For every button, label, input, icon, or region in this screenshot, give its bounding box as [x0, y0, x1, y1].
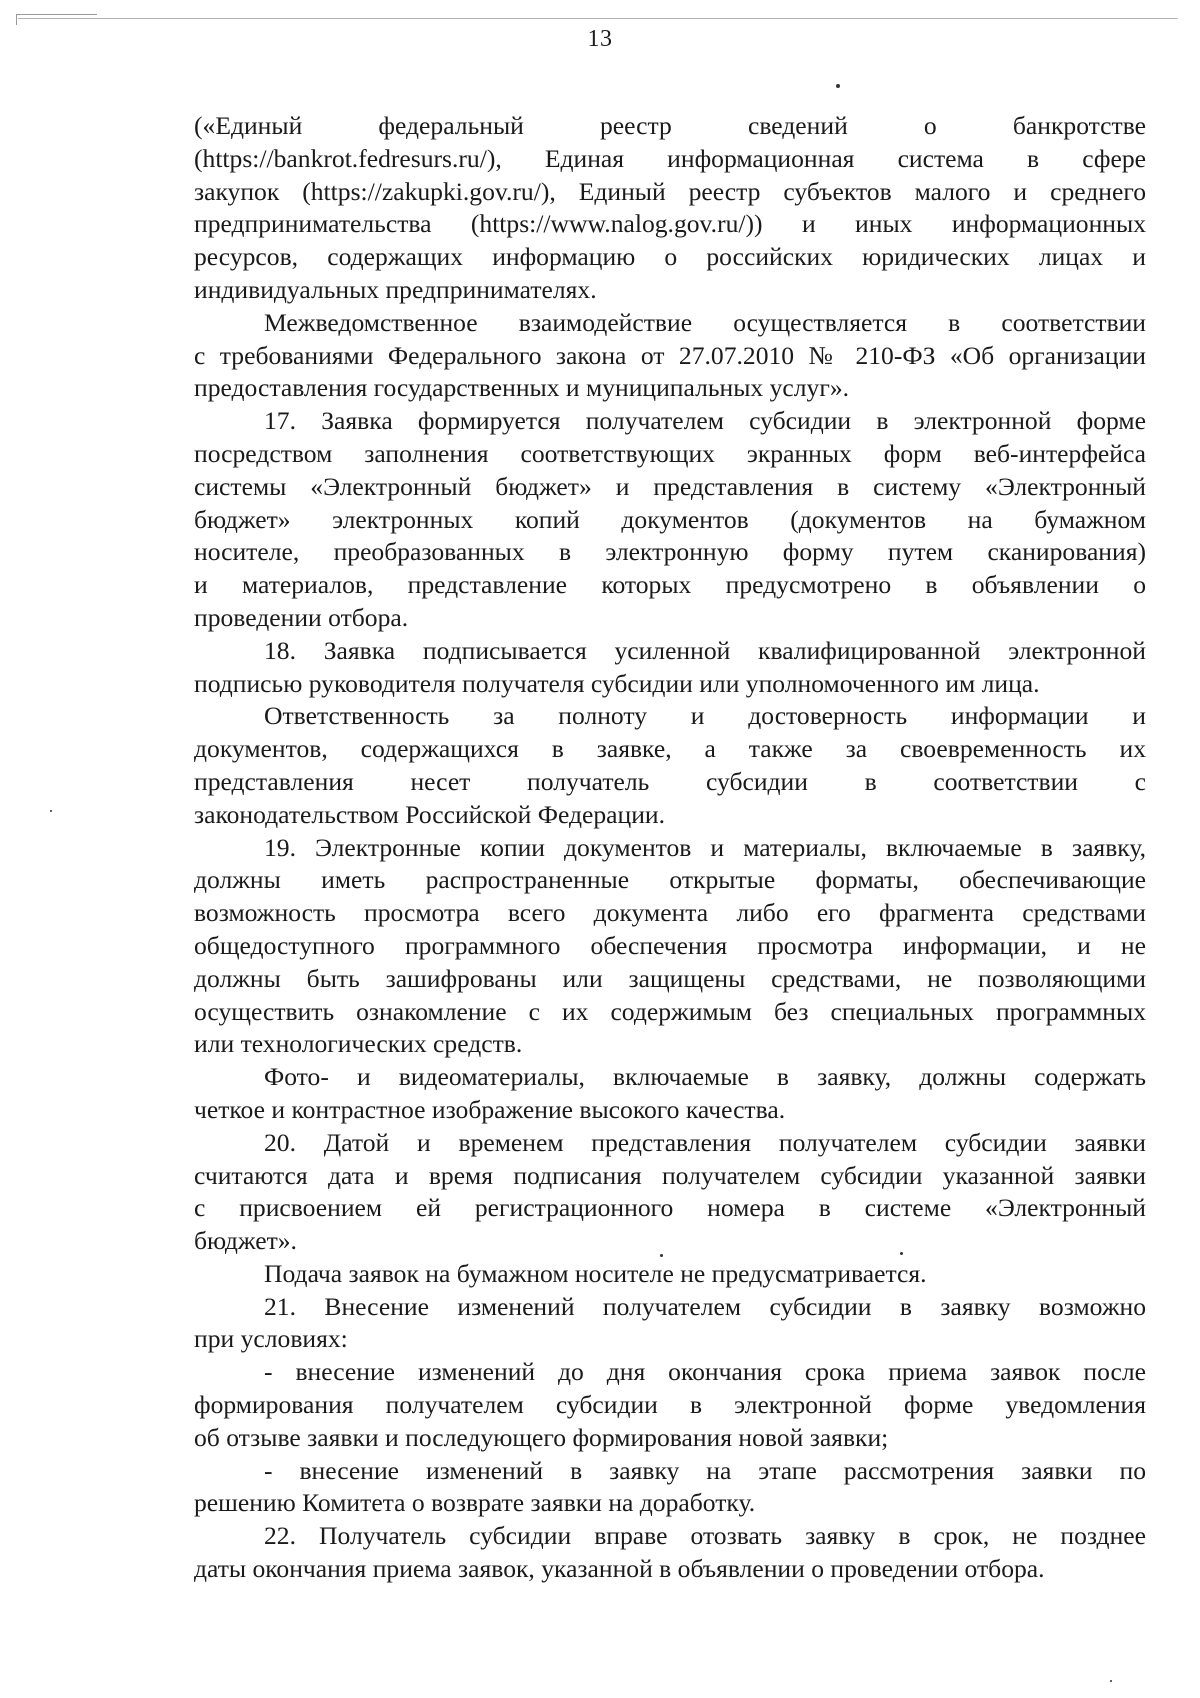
text-line: 20. Датой и временем представления получателем субсидии заявки — [264, 1127, 1146, 1157]
text-line: формирования получателем субсидии в электронной форме уведомления — [194, 1390, 1146, 1420]
text-line: предпринимательства (https://www.nalog.gov.ru/)) и иных информационных — [194, 209, 1146, 239]
paragraph-item-19 — [194, 832, 1146, 1062]
text-line: системы «Электронный бюджет» и представления в систему «Электронный — [194, 471, 1146, 501]
text-line: и материалов, представление которых предусмотрено в объявлении о — [194, 570, 1146, 600]
scan-edge-line — [18, 18, 1178, 19]
text-line: осуществить ознакомление с их содержимым без специальных программных — [194, 996, 1146, 1026]
text-line: должны иметь распространенные открытые форматы, обеспечивающие — [194, 865, 1146, 895]
text-line: бюджет» электронных копий документов (документов на бумажном — [194, 504, 1146, 534]
paragraph-item-21 — [194, 1291, 1146, 1357]
text-line: подписью руководителя получателя субсидии или уполномоченного им лица. — [194, 668, 1040, 698]
text-line: ресурсов, содержащих информацию о российских юридических лицах и — [194, 242, 1146, 272]
text-line: с присвоением ей регистрационного номера в системе «Электронный — [194, 1193, 1146, 1223]
text-line: законодательством Российской Федерации. — [194, 799, 666, 829]
text-line: Подача заявок на бумажном носителе не предусматривается. — [264, 1258, 927, 1288]
scan-artifact — [16, 14, 97, 25]
text-line: («Единый федеральный реестр сведений о банкротстве — [194, 111, 1146, 140]
paragraph-condition-2 — [194, 1455, 1146, 1521]
text-line: посредством заполнения соответствующих экранных форм веб-интерфейса — [194, 438, 1146, 468]
scan-speck — [836, 84, 840, 88]
text-line: бюджет». — [194, 1226, 297, 1256]
paragraph-photo-video — [194, 1061, 1146, 1127]
paragraph-condition-1 — [194, 1356, 1146, 1454]
text-line: 21. Внесение изменений получателем субсидии в заявку возможно — [264, 1291, 1146, 1321]
text-line: закупок (https://zakupki.gov.ru/), Единый реестр субъектов малого и среднего — [194, 176, 1146, 206]
paragraph-paper-submission — [194, 1258, 1146, 1291]
text-line: с требованиями Федерального закона от 27.07.2010 № 210-ФЗ «Об организации — [194, 340, 1146, 370]
text-line: возможность просмотра всего документа либо его фрагмента средствами — [194, 898, 1146, 928]
text-line: - внесение изменений в заявку на этапе рассмотрения заявки по — [264, 1455, 1146, 1485]
paragraph-item-20 — [194, 1127, 1146, 1258]
paragraph-interagency — [194, 307, 1146, 405]
document-body — [194, 110, 1146, 1586]
text-line: 19. Электронные копии документов и материалы, включаемые в заявку, — [264, 832, 1146, 862]
text-line: Фото- и видеоматериалы, включаемые в заявку, должны содержать — [264, 1062, 1146, 1092]
text-line: (https://bankrot.fedresurs.ru/), Единая информационная система в сфере — [194, 143, 1146, 173]
paragraph-item-17 — [194, 405, 1146, 635]
text-line: при условиях: — [194, 1324, 348, 1354]
text-line: Ответственность за полноту и достоверность информации и — [264, 701, 1146, 731]
text-line: 17. Заявка формируется получателем субсидии в электронной форме — [264, 406, 1146, 436]
text-line: решению Комитета о возврате заявки на доработку. — [194, 1488, 756, 1518]
text-line: или технологических средств. — [194, 1029, 523, 1059]
paragraph-item-18 — [194, 635, 1146, 701]
paragraph-responsibility — [194, 700, 1146, 831]
text-line: - внесение изменений до дня окончания срока приема заявок после — [264, 1357, 1146, 1387]
paragraph-registries — [194, 110, 1146, 307]
scan-speck — [50, 810, 52, 812]
text-line: общедоступного программного обеспечения просмотра информации, и не — [194, 930, 1146, 960]
text-line: проведении отбора. — [194, 602, 409, 632]
page-number: 13 — [587, 26, 613, 52]
text-line: носителе, преобразованных в электронную форму путем сканирования) — [194, 537, 1146, 567]
text-line: Межведомственное взаимодействие осуществляется в соответствии — [264, 307, 1146, 337]
text-line: 22. Получатель субсидии вправе отозвать заявку в срок, не позднее — [264, 1521, 1146, 1551]
text-line: предоставления государственных и муниципальных услуг». — [194, 373, 850, 403]
text-line: об отзыве заявки и последующего формирования новой заявки; — [194, 1422, 889, 1452]
text-line: считаются дата и время подписания получателем субсидии указанной заявки — [194, 1160, 1146, 1190]
text-line: индивидуальных предпринимателях. — [194, 274, 597, 304]
paragraph-item-22 — [194, 1520, 1146, 1586]
text-line: представления несет получатель субсидии в соответствии с — [194, 766, 1146, 796]
scan-speck — [1110, 1680, 1112, 1682]
text-line: документов, содержащихся в заявке, а также за своевременность их — [194, 734, 1146, 764]
text-line: должны быть зашифрованы или защищены средствами, не позволяющими — [194, 963, 1146, 993]
text-line: четкое и контрастное изображение высокого качества. — [194, 1094, 786, 1124]
text-line: 18. Заявка подписывается усиленной квалифицированной электронной — [264, 635, 1146, 665]
text-line: даты окончания приема заявок, указанной в объявлении о проведении отбора. — [194, 1554, 1045, 1584]
